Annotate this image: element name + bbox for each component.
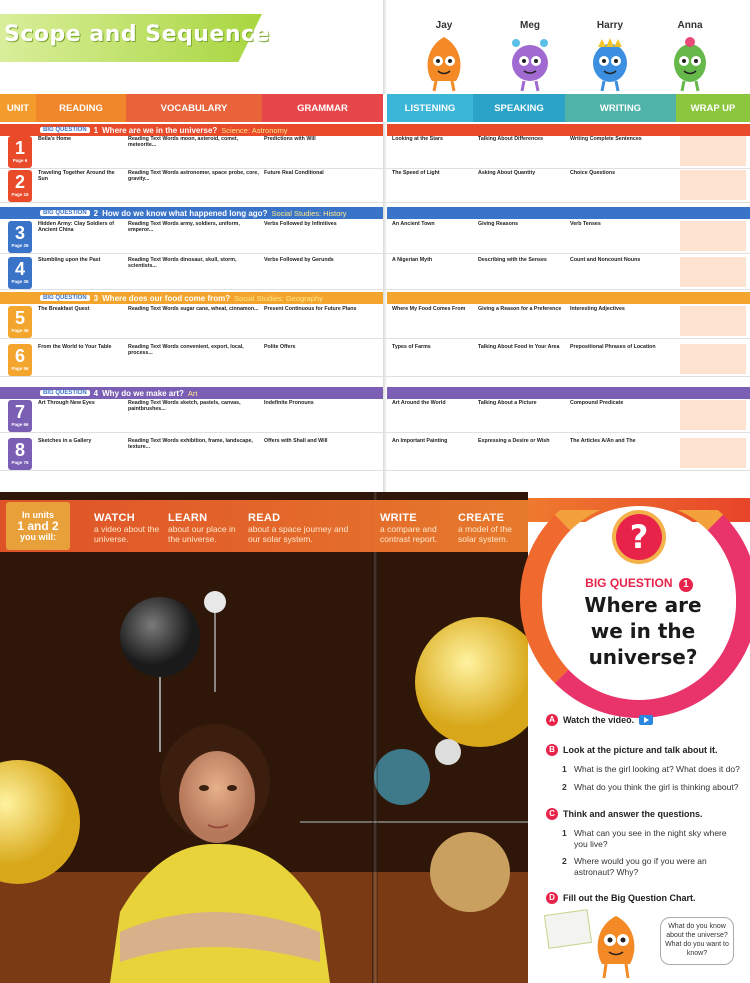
big-question-number: 3 [93,293,99,303]
cell-text: Future Real Conditional [264,170,324,176]
cell-reading [38,170,124,200]
green-character-icon [666,33,714,93]
big-question-bar-4 [0,387,383,399]
cell-text: Reading Text Words sketch, pastels, canvas, paintbrushes... [128,400,241,413]
question-text: What can you see in the night sky where you live? [574,828,727,849]
cell-text: Reading Text Words exhibition, frame, landscape, texture... [128,438,253,451]
character-meg [490,20,570,93]
activity-head: WRITE [380,512,417,524]
cell-text: Indefinite Pronouns [264,400,314,406]
cell-text: The Breakfast Quest [38,306,90,312]
cell-grammar [264,136,380,166]
big-question-tag: BIG QUESTION [40,390,90,396]
cell-text: Reading Text Words astronomer, space probe, core, gravity... [128,170,259,183]
cell-text: Reading Text Words dinosaur, skull, storm, scientists... [128,257,237,270]
cell-text: The Speed of Light [392,170,440,176]
cell-text: Verbs Followed by Infinitives [264,221,337,227]
cell-text: Present Continuous for Future Plans [264,306,357,312]
activity-head: CREATE [458,512,505,524]
big-question-tag: BIG QUESTION [40,295,90,301]
page-title: Scope and Sequence [4,22,270,47]
unit-page: Page 6 [12,158,28,163]
cell-wrap-up [680,170,746,200]
cell-text: A Nigerian Myth [392,257,433,263]
question-item: 1 What is the girl looking at? What does it do? [562,764,740,774]
unit-number: 5 [8,306,32,338]
cell-vocab [128,438,260,468]
cell-text: Predictions with Will [264,136,316,142]
section-d: D Fill out the Big Question Chart . [546,892,696,904]
unit-page: Page 76 [11,460,29,465]
unit-number: 4 [8,257,32,289]
activity-desc: a video about the universe. [94,524,160,544]
cell-grammar [264,344,380,374]
cell-text: From the World to Your Table [38,344,112,350]
big-question-tag: BIG QUESTION [40,127,90,133]
cell-grammar [264,306,380,336]
big-question-title: Where are we in the universe? [584,593,702,669]
cell-reading [38,221,124,251]
cell-reading [38,136,124,166]
activity-desc: about a space journey and our solar system. [248,524,349,544]
activity-create [458,512,524,544]
question-item: 1 What can you see in the night sky where you live? [562,828,727,849]
cell-vocab [128,221,260,251]
cell-text: Talking About a Picture [478,400,537,406]
activity-head: LEARN [168,512,208,524]
cell-wrap-up [680,306,746,336]
cell-listening [392,136,474,166]
character-anna [650,20,730,93]
cell-text: Types of Farms [392,344,431,350]
table-header [0,94,750,122]
big-question-label [528,576,750,592]
unit-opener-spread [0,492,750,983]
row-divider [0,253,750,254]
units-line-1: In units [22,510,54,520]
activity-desc: a model of the solar system. [458,524,512,544]
page-gutter [372,492,378,983]
big-question-number: 4 [93,388,99,398]
jay-character-icon [586,910,646,980]
section-badge: C [546,808,558,820]
cell-text: Art Around the World [392,400,446,406]
section-b [546,744,718,756]
unit-number: 7 [8,400,32,432]
activity-desc: about our place in the universe. [168,524,236,544]
cell-vocab [128,306,260,336]
cell-grammar [264,170,380,200]
units-line-2: 1 and 2 [17,519,59,533]
cell-text: Stumbling upon the Past [38,257,101,263]
big-question-bar-1-right [387,124,750,136]
big-question-text: Where does our food come from? [102,293,231,303]
unit-number: 2 [8,170,32,202]
section-text: Fill out the [563,893,609,903]
cell-text: Prepositional Phrases of Location [570,344,656,350]
cell-listening [392,306,474,336]
big-question-panel [528,492,750,983]
activity-read [248,512,358,544]
activity-desc: a compare and contrast report. [380,524,438,544]
question-text: Where would you go if you were an astronaut? Why? [574,856,707,877]
activity-watch [94,512,164,544]
cell-writing [570,400,676,430]
cell-text: Sketches in a Gallery [38,438,92,444]
section-badge: A [546,714,558,726]
row-divider [0,202,750,203]
cell-vocab [128,170,260,200]
big-question-tag: BIG QUESTION [40,210,90,216]
activity-write [380,512,450,544]
cell-text: Where My Food Comes From [392,306,466,312]
cell-wrap-up [680,257,746,287]
unit-number: 8 [8,438,32,470]
question-item: 2 What do you think the girl is thinking about? [562,782,739,792]
cell-text: Verb Tenses [570,221,601,227]
cell-text: Expressing a Desire or Wish [478,438,550,444]
big-question-text: Where are we in the universe? [102,125,218,135]
cell-wrap-up [680,221,746,251]
big-question-number: 1 [93,125,99,135]
question-mark-icon: ? [616,514,662,560]
photo-illustration [0,492,528,983]
orange-character-icon [420,33,468,93]
cell-text: Verbs Followed by Gerunds [264,257,334,263]
header-vocabulary: VOCABULARY [126,94,262,122]
unit-page: Page 16 [11,192,29,197]
activity-head: READ [248,512,281,524]
cell-text: Art Through New Eyes [38,400,95,406]
cell-text: Reading Text Words convenient, export, local, process... [128,344,244,357]
row-divider [0,289,750,290]
section-badge: B [546,744,558,756]
big-question-bar-3-right [387,292,750,304]
purple-character-icon [506,33,554,93]
header-wrap-up: WRAP UP [676,94,750,122]
cell-speaking [478,400,566,430]
cell-reading [38,438,124,468]
cell-speaking [478,306,566,336]
header-grammar: GRAMMAR [262,94,383,122]
cell-text: Talking About Food in Your Area [478,344,560,350]
big-question-bar-1 [0,124,383,136]
big-question-bar-2 [0,207,383,219]
row-divider [0,168,750,169]
section-c [546,808,703,820]
cell-speaking [478,170,566,200]
unit-page: Page 26 [11,243,29,248]
character-jay [404,20,484,93]
cell-reading [38,400,124,430]
cell-listening [392,170,474,200]
cell-text: Offers with Shall and Will [264,438,328,444]
cell-text: Bella's Home [38,136,72,142]
question-text: What is the girl looking at? What does it do? [574,764,740,774]
unit-number: 3 [8,221,32,253]
cell-reading [38,306,124,336]
cell-listening [392,257,474,287]
cell-speaking [478,136,566,166]
section-a [546,714,653,726]
cell-speaking [478,221,566,251]
row-divider [0,338,750,339]
cell-vocab [128,400,260,430]
unit-page: Page 66 [11,422,29,427]
cell-text: Traveling Together Around the Sun [38,170,115,183]
big-question-chart-thumbnail [544,909,592,949]
unit-page: Page 36 [11,279,29,284]
video-play-icon[interactable] [639,715,653,725]
cell-text: An Important Painting [392,438,448,444]
question-item: 2 Where would you go if you were an astronaut? Why? [562,856,707,877]
cell-speaking [478,257,566,287]
header-listening: LISTENING [387,94,473,122]
cell-text: Reading Text Words moon, asteroid, comet, meteorite... [128,136,239,149]
character-harry [570,20,650,93]
header-unit: UNIT [0,94,36,122]
cell-grammar [264,257,380,287]
character-name: Meg [520,20,540,31]
cell-text: Compound Predicate [570,400,624,406]
cell-text: Reading Text Words army, soldiers, uniform, emperor... [128,221,240,234]
cell-text: Hidden Army: Clay Soldiers of Ancient China [38,221,115,234]
cell-grammar [264,400,380,430]
cell-text: Talking About Differences [478,136,544,142]
cell-writing [570,344,676,374]
cell-text: Giving Reasons [478,221,519,227]
cell-wrap-up [680,400,746,430]
cell-text: Choice Questions [570,170,616,176]
cell-text: Describing with the Senses [478,257,547,263]
big-question-subject: Art [187,388,198,398]
big-question-number: 2 [93,208,99,218]
header-speaking: SPEAKING [473,94,565,122]
units-box [6,502,70,550]
big-question-bar-3 [0,292,383,304]
cell-listening [392,344,474,374]
section-badge: D [546,892,558,904]
unit-number: 6 [8,344,32,376]
unit-number: 1 [8,136,32,168]
big-question-subject: Social Studies: History [271,208,347,218]
big-question-number: 1 [679,578,693,592]
cell-text: An Ancient Town [392,221,435,227]
section-text: Watch the video. [563,715,635,725]
question-text: What do you think the girl is thinking about? [574,782,739,792]
cell-text: Polite Offers [264,344,296,350]
cell-grammar [264,221,380,251]
cell-listening [392,438,474,468]
cell-writing [570,306,676,336]
speech-bubble: What do you know about the universe? What do you want to know? [660,917,734,965]
cell-speaking [478,344,566,374]
cell-text: Giving a Reason for a Preference [478,306,562,312]
section-text: Look at the picture and talk about it. [563,745,718,755]
character-name: Jay [435,20,453,31]
row-divider [0,432,750,433]
cell-wrap-up [680,344,746,374]
row-divider [0,376,750,377]
character-name: Harry [596,20,624,31]
big-question-bar-2-right [387,207,750,219]
cell-text: Looking at the Stars [392,136,443,142]
cell-writing [570,438,676,468]
big-question-label-text: BIG QUESTION [585,576,673,590]
cell-vocab [128,136,260,166]
cell-wrap-up [680,438,746,468]
big-question-chart-link[interactable]: Big Question Chart [611,893,694,903]
row-divider [0,470,750,471]
header-reading: READING [36,94,126,122]
cell-writing [570,136,676,166]
section-text: Think and answer the questions. [563,809,703,819]
unit-page: Page 56 [11,366,29,371]
cell-text: Reading Text Words sugar cane, wheat, cinnamon... [128,306,259,312]
activity-head: WATCH [94,512,136,524]
cell-grammar [264,438,380,468]
units-line-3: you will: [20,532,56,542]
cell-wrap-up [680,136,746,166]
big-question-text: How do we know what happened long ago? [102,208,268,218]
big-question-subject: Social Studies: Geography [234,293,323,303]
cell-listening [392,221,474,251]
character-name: Anna [677,20,703,31]
cell-text: Count and Noncount Nouns [570,257,641,263]
cell-reading [38,344,124,374]
girl-with-solar-system-photo [0,492,528,983]
activity-learn [168,512,240,544]
cell-vocab [128,257,260,287]
big-question-text: Why do we make art? [102,388,184,398]
page-gutter [383,0,387,492]
header-writing: WRITING [565,94,676,122]
cell-writing [570,221,676,251]
blue-character-icon [586,33,634,93]
big-question-bar-4-right [387,387,750,399]
cell-text: The Articles A/An and The [570,438,636,444]
cell-text: Writing Complete Sentences [570,136,642,142]
cell-reading [38,257,124,287]
cell-text: Interesting Adjectives [570,306,625,312]
cell-speaking [478,438,566,468]
unit-page: Page 46 [11,328,29,333]
cell-text: Asking About Quantity [478,170,536,176]
cell-writing [570,257,676,287]
cell-vocab [128,344,260,374]
big-question-subject: Science: Astronomy [221,125,288,135]
cell-writing [570,170,676,200]
cell-listening [392,400,474,430]
